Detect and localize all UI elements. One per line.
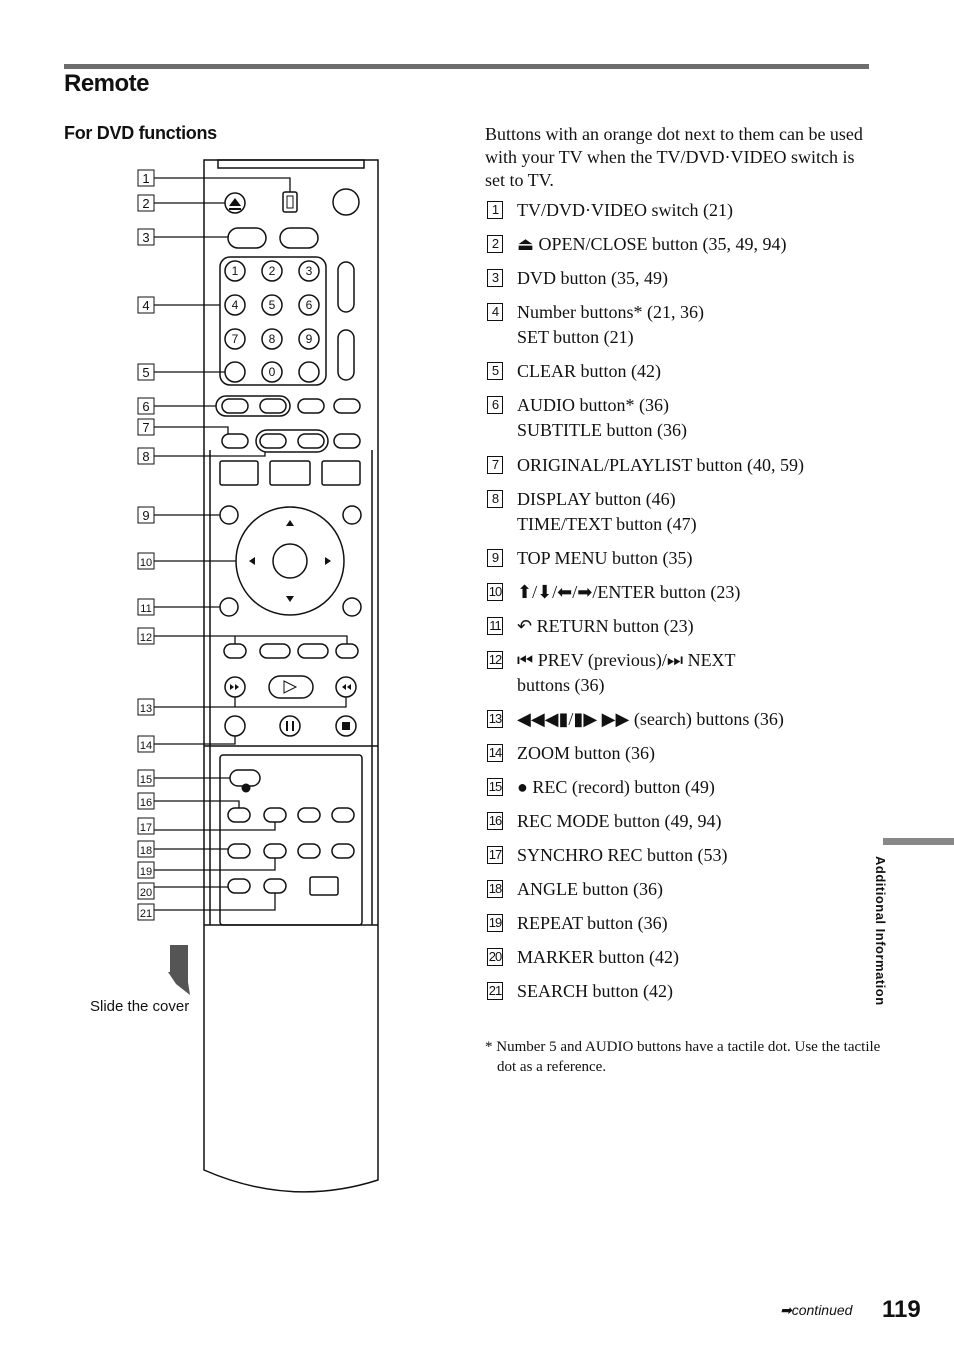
legend-text: ⏮ PREV (previous)/⏭ NEXT [517, 650, 736, 670]
callout-number: 18 [139, 845, 153, 857]
legend-text: REC MODE button (49, 94) [517, 811, 722, 831]
side-tab-label [873, 856, 908, 1026]
legend-text: ORIGINAL/PLAYLIST button (40, 59) [517, 455, 804, 475]
legend-number: 6 [487, 396, 503, 414]
legend-number: 3 [487, 269, 503, 287]
number-key-label: 6 [305, 298, 313, 312]
legend-number: 10 [488, 584, 502, 599]
callout-number: 3 [142, 230, 150, 245]
continued-text: continued [791, 1302, 853, 1318]
callout-number: 9 [142, 508, 150, 523]
continued-note [780, 1302, 852, 1319]
page-number: 119 [882, 1296, 921, 1323]
slide-cover-caption: Slide the cover [90, 998, 190, 1015]
legend-text: CLEAR button (42) [517, 361, 661, 381]
number-key-label: 1 [231, 264, 239, 278]
intro-paragraph: Buttons with an orange dot next to them can be used with your TV when the TV/DVD·VIDEO switch is set to TV. [485, 124, 863, 190]
legend-text: DVD button (35, 49) [517, 268, 668, 288]
legend-number: 5 [487, 362, 503, 380]
legend-number: 14 [488, 745, 502, 760]
legend-number: 21 [488, 983, 502, 998]
rec-dot-icon [242, 784, 251, 793]
legend-text: ● REC (record) button (49) [517, 777, 715, 797]
number-key-label: 5 [268, 298, 276, 312]
arrow-right-icon: ➡ [780, 1302, 792, 1318]
legend-text: ⏏ OPEN/CLOSE button (35, 49, 94) [517, 234, 787, 254]
legend-text: TV/DVD·VIDEO switch (21) [517, 200, 733, 220]
callout-number: 16 [139, 797, 153, 809]
legend-number: 19 [488, 915, 502, 930]
legend-number: 9 [487, 549, 503, 567]
callout-number: 21 [139, 908, 153, 920]
callout-number: 6 [142, 399, 150, 414]
legend-text: DISPLAY button (46) [517, 489, 676, 509]
legend-text: buttons (36) [517, 675, 605, 695]
legend-number: 4 [487, 303, 503, 321]
number-key-label: 3 [305, 264, 313, 278]
callout-number: 11 [140, 603, 152, 615]
callout-number: 4 [142, 298, 150, 313]
legend-number: 20 [488, 949, 502, 964]
callout-number: 13 [139, 703, 153, 715]
legend-text: ⬆/⬇/⬅/➡/ENTER button (23) [517, 582, 741, 602]
legend-number: 1 [487, 201, 503, 219]
number-key-label: 0 [268, 365, 276, 379]
pause-icon-right [292, 721, 294, 731]
legend-text: TIME/TEXT button (47) [517, 514, 697, 534]
number-key-label: 8 [268, 332, 276, 346]
legend-number: 18 [488, 881, 502, 896]
legend-number: 11 [487, 617, 503, 635]
side-tab-text: Additional Information [873, 856, 888, 1006]
callout-number: 2 [142, 196, 150, 211]
legend-number: 2 [487, 235, 503, 253]
callout-number: 20 [139, 887, 153, 899]
legend-text: TOP MENU button (35) [517, 548, 693, 568]
legend-text: REPEAT button (36) [517, 913, 668, 933]
callout-number: 10 [139, 557, 153, 569]
legend-text: ANGLE button (36) [517, 879, 663, 899]
legend-text: SYNCHRO REC button (53) [517, 845, 728, 865]
slide-down-arrow-icon [168, 945, 190, 995]
legend-number: 17 [488, 847, 502, 862]
page-title: Remote [64, 70, 150, 97]
legend-text: SUBTITLE button (36) [517, 420, 687, 440]
legend-number: 13 [488, 711, 502, 726]
number-key-label: 7 [231, 332, 239, 346]
legend-number: 12 [488, 652, 502, 667]
callout-number: 17 [139, 822, 153, 834]
side-tab-bar [883, 838, 954, 845]
callout-number: 1 [142, 171, 150, 186]
legend-text: SEARCH button (42) [517, 981, 674, 1001]
callout-number: 14 [139, 740, 153, 752]
number-key-label: 2 [268, 264, 276, 278]
stop-icon [342, 722, 350, 730]
top-rule [64, 64, 869, 69]
legend-number: 7 [487, 456, 503, 474]
legend-number: 15 [488, 779, 502, 794]
callout-number: 15 [139, 774, 153, 786]
legend-text: SET button (21) [517, 327, 634, 347]
number-key-label: 4 [231, 298, 239, 312]
callout-number: 7 [142, 420, 150, 435]
legend-text: AUDIO button* (36) [517, 395, 669, 415]
section-title: For DVD functions [64, 123, 217, 143]
legend-number: 16 [488, 813, 502, 828]
callout-number: 19 [139, 866, 153, 878]
legend-number: 8 [487, 490, 503, 508]
callout-number: 12 [139, 632, 153, 644]
legend-text: Number buttons* (21, 36) [517, 302, 704, 322]
eject-icon-bar [229, 208, 241, 210]
legend-text: MARKER button (42) [517, 947, 679, 967]
callout-number: 8 [142, 449, 150, 464]
callout-number: 5 [142, 365, 150, 380]
remote-illustration [80, 150, 390, 1210]
number-key-label: 9 [305, 332, 313, 346]
legend-text: ZOOM button (36) [517, 743, 655, 763]
legend-text: ↶ RETURN button (23) [517, 616, 694, 636]
legend-text: ◀◀◀▮/▮▶ ▶▶ (search) buttons (36) [517, 709, 784, 729]
footnote: * Number 5 and AUDIO buttons have a tactile dot. Use the tactile dot as a reference. [485, 1039, 881, 1075]
pause-icon-left [286, 721, 288, 731]
